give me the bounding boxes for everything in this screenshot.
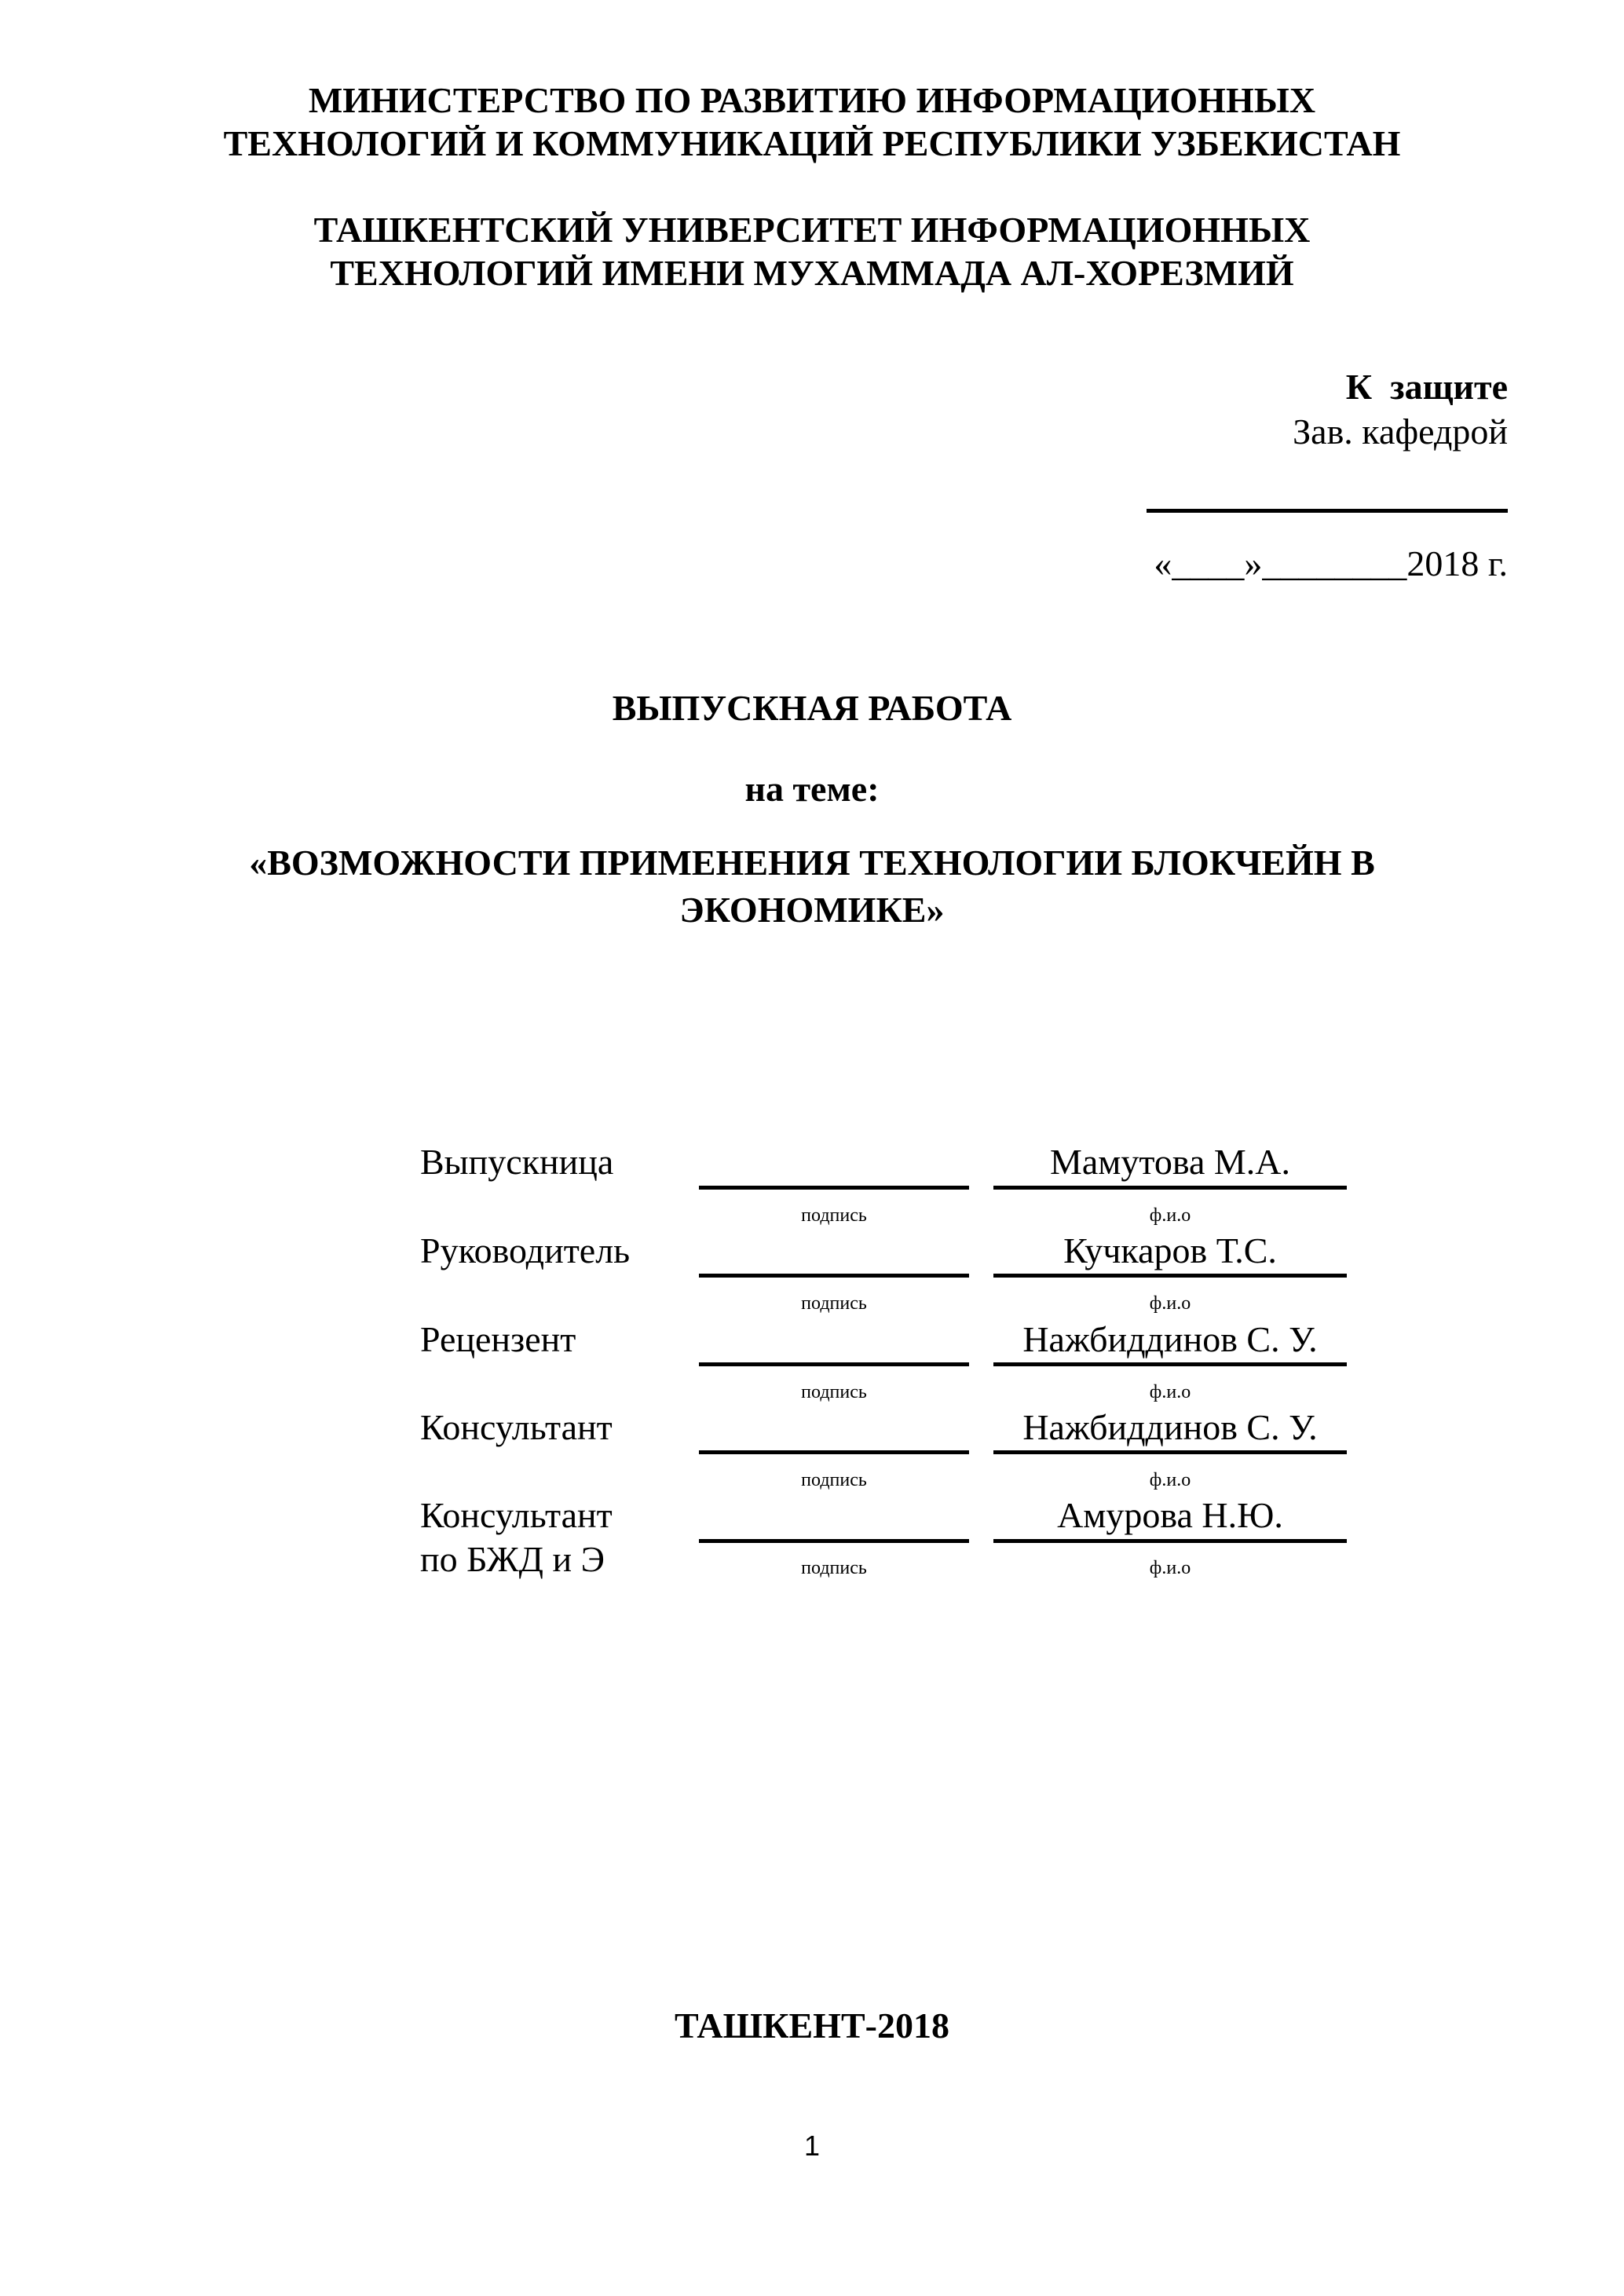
name-caption: ф.и.о (1149, 1293, 1191, 1314)
university-line-2: ТЕХНОЛОГИЙ ИМЕНИ МУХАММАДА АЛ-ХОРЕЗМИЙ (330, 253, 1294, 293)
signature-field[interactable] (699, 1362, 969, 1366)
signature-caption: подпись (801, 1293, 867, 1314)
name-caption: ф.и.о (1149, 1382, 1191, 1402)
work-type: ВЫПУСКНАЯ РАБОТА (612, 688, 1012, 728)
role-label: Руководитель (420, 1230, 631, 1270)
name-underline (993, 1539, 1347, 1543)
topic-line-2: ЭКОНОМИКЕ» (679, 890, 945, 930)
signature-field[interactable] (699, 1450, 969, 1454)
name-underline (993, 1362, 1347, 1366)
name-underline (993, 1274, 1347, 1278)
approval-date: «____»________2018 г. (1154, 543, 1508, 583)
role-label: Рецензент (420, 1319, 576, 1359)
ministry-line-2: ТЕХНОЛОГИЙ И КОММУНИКАЦИЙ РЕСПУБЛИКИ УЗБЕКИСТАН (223, 123, 1401, 163)
topic-line-1: «ВОЗМОЖНОСТИ ПРИМЕНЕНИЯ ТЕХНОЛОГИИ БЛОКЧЕЙН В (249, 843, 1375, 883)
name-underline (993, 1186, 1347, 1190)
signature-field[interactable] (699, 1539, 969, 1543)
signature-caption: подпись (801, 1205, 867, 1226)
person-name: Нажбиддинов С. У. (1022, 1319, 1318, 1359)
person-name: Кучкаров Т.С. (1063, 1230, 1277, 1270)
signature-caption: подпись (801, 1558, 867, 1578)
person-name: Нажбиддинов С. У. (1022, 1407, 1318, 1447)
approval-title: К защите (1345, 367, 1508, 407)
ministry-line-1: МИНИСТЕРСТВО ПО РАЗВИТИЮ ИНФОРМАЦИОННЫХ (308, 80, 1316, 120)
signature-field[interactable] (699, 1186, 969, 1190)
name-caption: ф.и.о (1149, 1470, 1191, 1490)
university-line-1: ТАШКЕНТСКИЙ УНИВЕРСИТЕТ ИНФОРМАЦИОННЫХ (313, 210, 1311, 250)
name-caption: ф.и.о (1149, 1558, 1191, 1578)
name-caption: ф.и.о (1149, 1205, 1191, 1226)
signature-caption: подпись (801, 1470, 867, 1490)
signature-caption: подпись (801, 1382, 867, 1402)
approval-position: Зав. кафедрой (1293, 411, 1508, 452)
city-year: ТАШКЕНТ-2018 (675, 2005, 949, 2046)
person-name: Мамутова М.А. (1049, 1142, 1291, 1182)
signature-field[interactable] (699, 1274, 969, 1278)
role-label: Консультант (420, 1407, 613, 1447)
role-label: Консультант (420, 1495, 613, 1535)
head-signature-line (1147, 509, 1508, 513)
name-underline (993, 1450, 1347, 1454)
role-label-line-2: по БЖД и Э (420, 1539, 605, 1579)
page-number: 1 (803, 2130, 821, 2162)
role-label: Выпускница (420, 1142, 614, 1182)
person-name: Амурова Н.Ю. (1057, 1495, 1283, 1535)
topic-prefix: на теме: (744, 769, 880, 809)
